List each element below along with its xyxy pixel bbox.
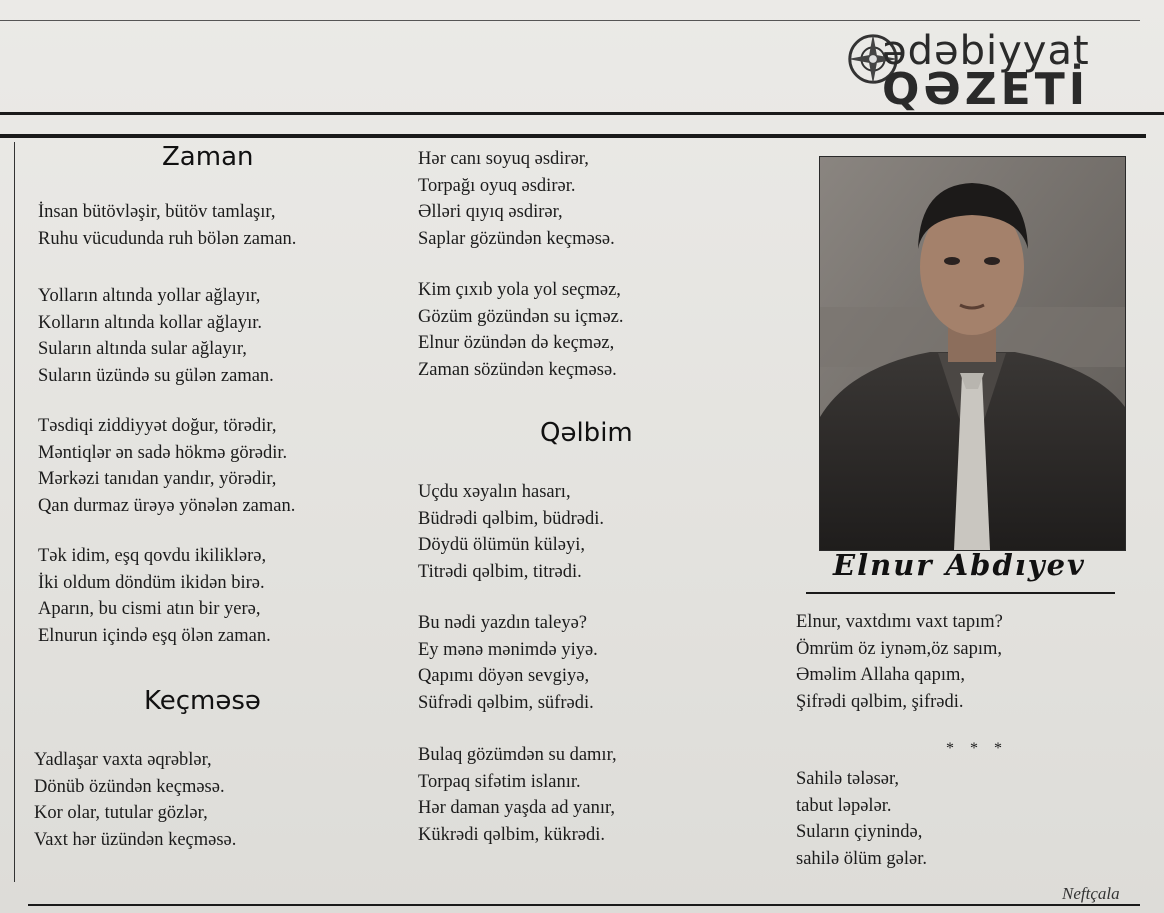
poem-line: Ruhu vücudunda ruh bölən zaman. (38, 228, 297, 249)
poem-line: sahilə ölüm gələr. (796, 848, 928, 869)
masthead (842, 26, 1112, 115)
poem-line: Təsdiqi ziddiyyət doğur, törədir, (38, 416, 277, 436)
poem-line: Qan durmaz ürəyə yönələn zaman. (38, 495, 296, 516)
author-place: Neftçala (1062, 884, 1120, 903)
author-photo (819, 156, 1126, 551)
poem-line: Bu nədi yazdın taleyə? (418, 613, 588, 633)
qelbim-stanza-1 (418, 479, 604, 585)
poem-line: Dönüb özündən keçməsə. (34, 776, 225, 797)
poem-line: Büdrədi qəlbim, büdrədi. (418, 508, 604, 529)
poem-line: Kolların altında kollar ağlayır. (38, 312, 262, 333)
poem-line: İnsan bütövləşir, bütöv tamlaşır, (38, 202, 276, 222)
poem-line: Zaman sözündən keçməsə. (418, 359, 617, 380)
poem-line: Kim çıxıb yola yol seçməz, (418, 280, 621, 300)
poem-line: Aparın, bu cismi atın bir yerə, (38, 599, 261, 619)
poem-line: Qapımı döyən sevgiyə, (418, 666, 590, 686)
zaman-stanza-1 (38, 199, 296, 252)
poem-line: Kükrədi qəlbim, kükrədi. (418, 824, 606, 845)
footer-rule (28, 904, 1140, 906)
poem-line: Gözüm gözündən su içməz. (418, 306, 624, 327)
poem-line: Məntiqlər ən sadə hökmə görədir. (38, 442, 288, 463)
untitled-stanza-1 (796, 766, 927, 872)
poem-line: Hər canı soyuq əsdirər, (418, 149, 589, 169)
poem-line: Suların altında sular ağlayır, (38, 339, 247, 359)
poem-line: Süfrədi qəlbim, süfrədi. (418, 692, 594, 713)
author-name: Elnur Abdıyev (833, 548, 1086, 582)
poem-line: Əməlim Allaha qapım, (796, 665, 966, 685)
poem-line: Əlləri qıyıq əsdirər, (418, 202, 563, 222)
zaman-stanza-3 (38, 413, 295, 519)
poem-line: tabut ləpələr. (796, 795, 892, 816)
poem-line: Bulaq gözümdən su damır, (418, 745, 617, 765)
header-thick-rule (0, 134, 1146, 138)
poem-line: Ömrüm öz iynəm,öz sapım, (796, 638, 1003, 659)
poem-line: Ey mənə mənimdə yiyə. (418, 639, 598, 660)
author-portrait-image (820, 157, 1125, 550)
poem-line: Torpaq sifətim islanır. (418, 771, 581, 792)
poem-line: Titrədi qəlbim, titrədi. (418, 561, 582, 582)
poem-line: Suların çiynində, (796, 822, 923, 842)
poem-line: Vaxt hər üzündən keçməsə. (34, 829, 237, 850)
poem-title-zaman: Zaman (162, 142, 254, 172)
qelbim-stanza-3 (418, 742, 617, 848)
kecmese-stanza-3 (418, 277, 624, 383)
poem-line: Yolların altında yollar ağlayır, (38, 286, 261, 306)
header-top-rule (0, 20, 1140, 21)
poem-line: Uçdu xəyalın hasarı, (418, 482, 571, 502)
poem-line: Saplar gözündən keçməsə. (418, 228, 615, 249)
poem-line: Torpağı oyuq əsdirər. (418, 175, 576, 196)
masthead-line2: QƏZETİ (882, 64, 1090, 115)
zaman-stanza-4 (38, 543, 271, 649)
poem-title-kecmese: Keçməsə (144, 686, 261, 716)
poem-line: Hər daman yaşda ad yanır, (418, 798, 616, 818)
poem-line: Sahilə tələsər, (796, 769, 900, 789)
poem-line: İki oldum döndüm ikidən birə. (38, 572, 265, 593)
poem-line: Elnur özündən də keçməz, (418, 333, 615, 353)
qelbim-stanza-4 (796, 609, 1003, 715)
poem-line: Kor olar, tutular gözlər, (34, 803, 208, 823)
section-separator: * * * (946, 740, 1008, 757)
poem-line: Elnurun içində eşq ölən zaman. (38, 625, 271, 646)
poem-line: Elnur, vaxtdımı vaxt tapım? (796, 612, 1003, 632)
poem-line: Mərkəzi tanıdan yandır, yörədir, (38, 469, 277, 489)
poem-title-qelbim: Qəlbim (540, 418, 633, 448)
poem-line: Yadlaşar vaxta əqrəblər, (34, 750, 212, 770)
poem-line: Suların üzündə su gülən zaman. (38, 365, 274, 386)
kecmese-stanza-1 (34, 747, 236, 853)
masthead-line1: ədəbiyyat (882, 28, 1090, 74)
poem-line: Döydü ölümün küləyi, (418, 535, 586, 555)
poem-line: Tək idim, eşq qovdu ikiliklərə, (38, 546, 267, 566)
author-rule (806, 592, 1115, 594)
left-margin-rule (14, 142, 15, 882)
kecmese-stanza-2 (418, 146, 615, 252)
zaman-stanza-2 (38, 283, 274, 389)
poem-line: Şifrədi qəlbim, şifrədi. (796, 691, 964, 712)
qelbim-stanza-2 (418, 610, 598, 716)
